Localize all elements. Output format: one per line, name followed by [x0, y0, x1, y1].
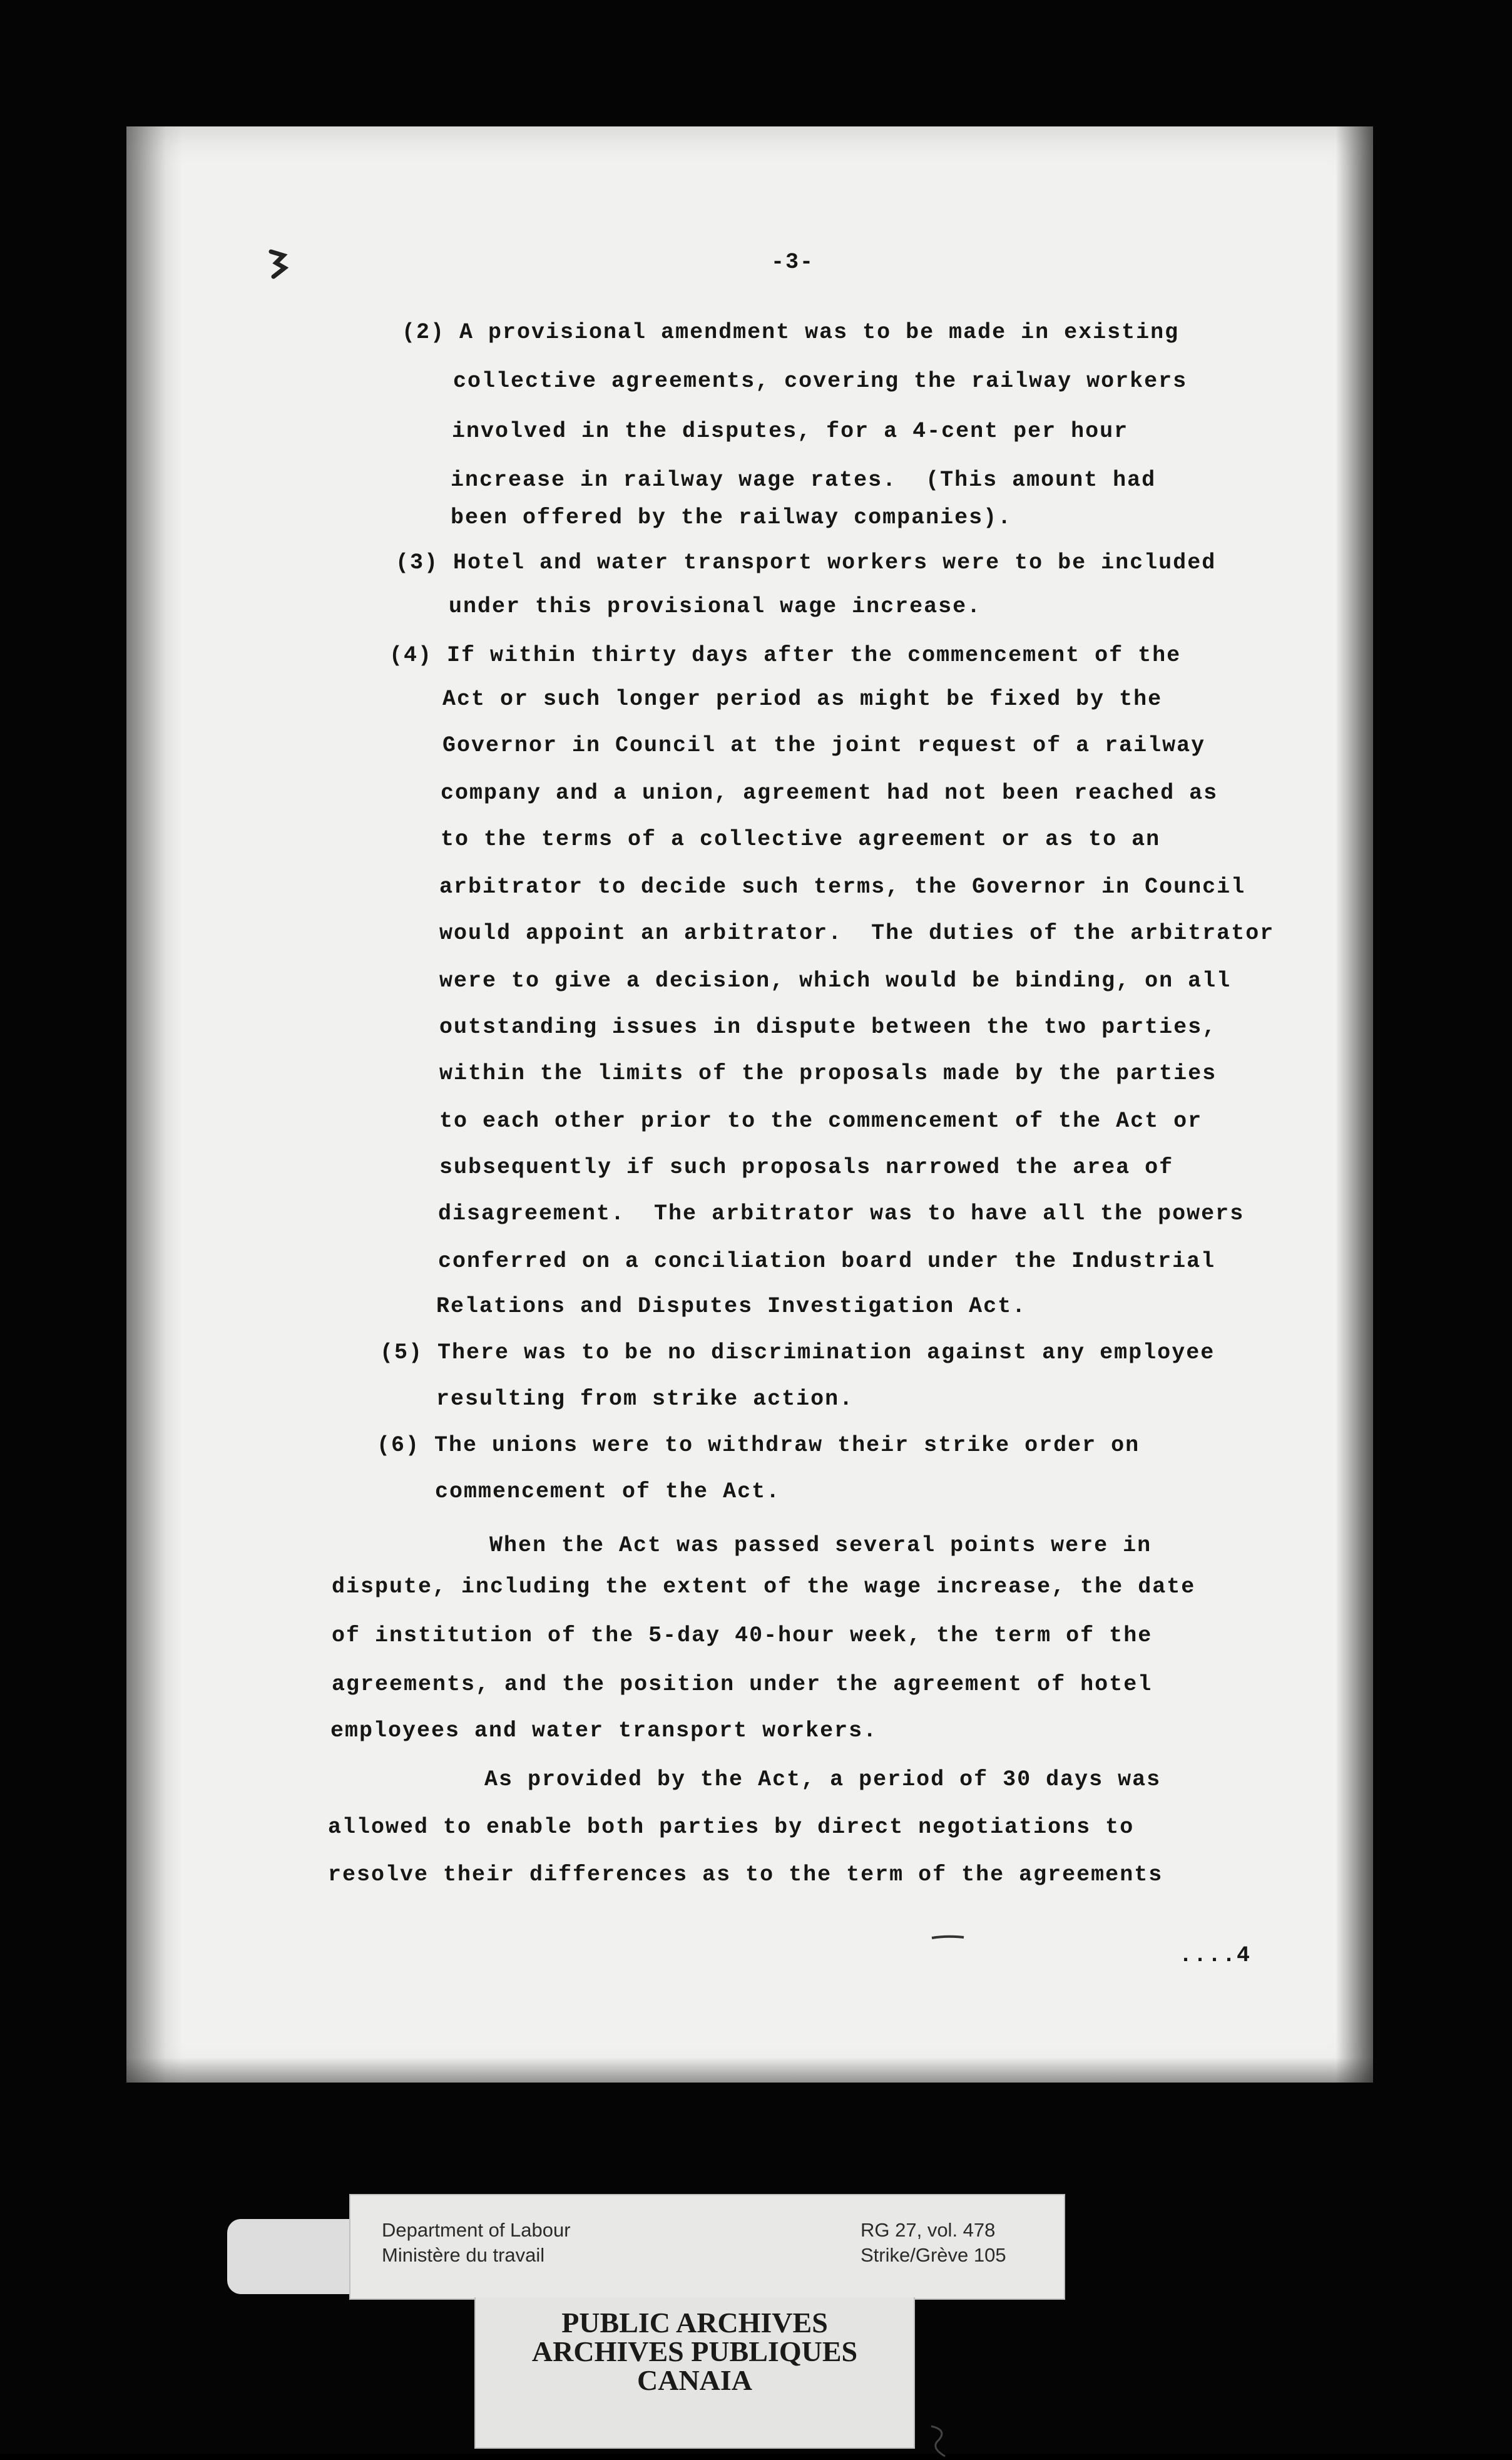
- text-line-30: agreements, and the position under the agreement of hotel: [332, 1672, 1153, 1697]
- text-line-32: As provided by the Act, a period of 30 days was: [484, 1767, 1162, 1792]
- label-tab: [227, 2219, 352, 2294]
- text-line-26: commencement of the Act.: [435, 1479, 781, 1504]
- text-line-28: dispute, including the extent of the wage increase, the date: [332, 1574, 1196, 1599]
- text-line-6: (3) Hotel and water transport workers were to be included: [396, 550, 1217, 575]
- text-line-8: (4) If within thirty days after the commencement of the: [389, 643, 1182, 668]
- pencil-dash-icon: [931, 1934, 965, 1940]
- page-number: -3-: [771, 250, 815, 275]
- department-english: Department of Labour: [382, 2219, 571, 2241]
- page-right-shadow: [1336, 126, 1373, 2083]
- text-line-19: subsequently if such proposals narrowed the area of: [439, 1155, 1174, 1180]
- text-line-16: outstanding issues in dispute between the two parties,: [439, 1015, 1217, 1040]
- label-bottom-section: [474, 2297, 915, 2449]
- text-line-17: within the limits of the proposals made by the parties: [439, 1061, 1217, 1086]
- text-line-15: were to give a decision, which would be binding, on all: [439, 968, 1232, 993]
- text-line-34: resolve their differences as to the term of the agreements: [328, 1862, 1163, 1887]
- text-line-5: been offered by the railway companies).: [451, 505, 1013, 530]
- text-line-3: involved in the disputes, for a 4-cent per hour: [452, 419, 1129, 444]
- text-line-22: Relations and Disputes Investigation Act.: [436, 1294, 1027, 1319]
- text-line-1: (2) A provisional amendment was to be made in existing: [402, 320, 1180, 345]
- text-line-27: When the Act was passed several points were in: [489, 1533, 1152, 1558]
- text-line-11: company and a union, agreement had not been reached as: [441, 781, 1218, 806]
- text-line-9: Act or such longer period as might be fixed by the: [442, 687, 1163, 712]
- text-line-13: arbitrator to decide such terms, the Governor in Council: [439, 874, 1246, 899]
- continuation-marker: ....4: [1179, 1943, 1252, 1968]
- text-line-14: would appoint an arbitrator. The duties of the arbitrator: [439, 921, 1275, 946]
- handwritten-squiggle-icon: [926, 2422, 951, 2460]
- text-line-7: under this provisional wage increase.: [449, 594, 982, 619]
- text-line-12: to the terms of a collective agreement or as to an: [441, 827, 1161, 852]
- text-line-25: (6) The unions were to withdraw their strike order on: [377, 1433, 1140, 1458]
- text-line-18: to each other prior to the commencement of the Act or: [439, 1109, 1203, 1134]
- public-archives-english: PUBLIC ARCHIVES: [561, 2307, 828, 2339]
- text-line-33: allowed to enable both parties by direct negotiations to: [328, 1815, 1135, 1840]
- document-page: [126, 126, 1373, 2083]
- text-line-23: (5) There was to be no discrimination against any employee: [380, 1340, 1215, 1365]
- archive-label: [349, 2194, 1163, 2451]
- public-archives-french: ARCHIVES PUBLIQUES: [531, 2335, 858, 2367]
- file-reference: Strike/Grève 105: [861, 2244, 1006, 2266]
- text-line-4: increase in railway wage rates. (This amount had: [451, 468, 1157, 493]
- text-line-24: resulting from strike action.: [436, 1386, 854, 1412]
- corner-mark-icon: [267, 249, 289, 279]
- text-line-20: disagreement. The arbitrator was to have all the powers: [438, 1201, 1245, 1226]
- label-top-section: [349, 2194, 1065, 2300]
- record-group-reference: RG 27, vol. 478: [861, 2219, 996, 2241]
- text-line-31: employees and water transport workers.: [330, 1718, 878, 1743]
- text-line-29: of institution of the 5-day 40-hour week, the term of the: [332, 1623, 1153, 1648]
- text-line-2: collective agreements, covering the railway workers: [453, 369, 1188, 394]
- text-line-10: Governor in Council at the joint request of a railway: [442, 733, 1206, 758]
- page-bottom-shadow: [126, 2058, 1373, 2083]
- text-line-21: conferred on a conciliation board under the Industrial: [438, 1249, 1216, 1274]
- page-left-shadow: [126, 126, 183, 2083]
- department-french: Ministère du travail: [382, 2244, 545, 2266]
- country-name: CANAIA: [637, 2364, 752, 2396]
